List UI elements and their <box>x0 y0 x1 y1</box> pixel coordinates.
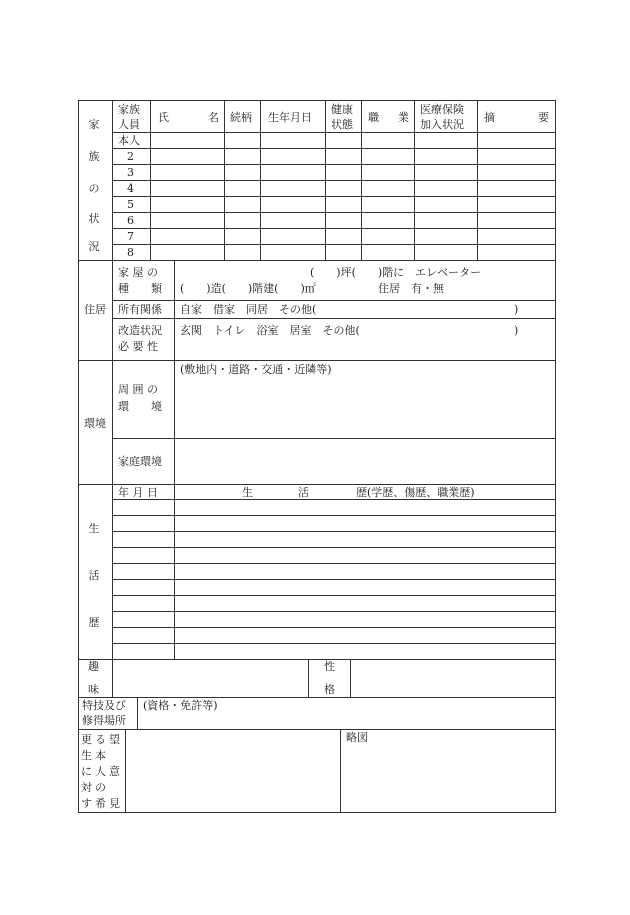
personality-label: 格 <box>324 683 335 696</box>
history-section-char: 活 <box>88 569 100 582</box>
section-divider <box>78 729 556 730</box>
family-section-char: 家 <box>88 118 100 131</box>
hobby-label: 趣 <box>88 660 99 673</box>
family-row-label: 6 <box>127 214 134 227</box>
history-life-header: 活 <box>298 486 309 499</box>
grid-line <box>174 484 175 659</box>
header-name: 名 <box>208 111 219 124</box>
grid-line <box>112 579 556 580</box>
grid-line <box>112 499 556 500</box>
grid-line <box>112 212 556 213</box>
grid-line <box>112 318 556 319</box>
grid-line <box>112 148 556 149</box>
renovation-label: 必 要 性 <box>118 340 158 353</box>
house-type-line: ( )造( )階建( )㎡ <box>180 282 316 295</box>
grid-line <box>112 260 113 360</box>
wishes-label: す希見 <box>81 797 123 810</box>
grid-line <box>340 729 341 813</box>
grid-line <box>174 360 175 484</box>
grid-line <box>112 595 556 596</box>
grid-line <box>112 484 113 659</box>
environment-section-label: 環境 <box>84 417 106 430</box>
skills-label: 特技及び <box>82 699 126 712</box>
grid-line <box>112 563 556 564</box>
section-divider <box>78 360 556 361</box>
sketch-label: 略図 <box>346 731 368 744</box>
history-life-header: 生 <box>242 486 253 499</box>
grid-line <box>112 360 113 484</box>
personality-label: 性 <box>324 660 335 673</box>
renovation-value: 玄関 トイレ 浴室 居室 その他( <box>180 324 360 337</box>
header-insurance: 医療保険 <box>420 103 464 116</box>
surroundings-note: (敷地内・道路・交通・近隣等) <box>180 363 332 376</box>
family-row-label: 3 <box>127 166 134 179</box>
family-row-label: 8 <box>127 246 134 259</box>
ownership-label: 所有関係 <box>118 303 162 316</box>
grid-line <box>112 132 556 133</box>
family-section-char: 族 <box>88 150 100 163</box>
house-type-line: ( )坪( )階に エレベーター <box>310 266 482 279</box>
section-divider <box>78 260 556 261</box>
section-divider <box>78 697 556 698</box>
header-members: 家族 <box>118 103 140 116</box>
housing-section-label: 住居 <box>84 303 106 316</box>
grid-line <box>112 300 556 301</box>
ownership-value: 自家 借家 同居 その他( <box>180 303 317 316</box>
wishes-label: 生本 <box>81 749 109 762</box>
header-job: 職 <box>368 111 379 124</box>
surroundings-label: 周 囲 の <box>118 383 158 396</box>
wishes-label: 対の <box>81 781 109 794</box>
grid-line <box>112 244 556 245</box>
family-row-label: 本人 <box>118 134 140 147</box>
section-divider <box>78 484 556 485</box>
grid-line <box>112 531 556 532</box>
grid-line <box>112 228 556 229</box>
renovation-close: ) <box>514 324 519 337</box>
grid-line <box>112 643 556 644</box>
skills-label: 修得場所 <box>82 714 126 727</box>
header-health: 健康 <box>331 103 353 116</box>
family-section-char: の <box>88 182 100 195</box>
grid-line <box>125 729 126 813</box>
header-birthdate: 生年月日 <box>268 111 312 124</box>
header-members: 人員 <box>118 118 140 131</box>
header-job: 業 <box>398 111 409 124</box>
house-type-label: 種 類 <box>118 282 162 295</box>
house-type-label: 家 屋 の <box>118 266 158 279</box>
header-remarks: 摘 <box>484 111 495 124</box>
grid-line <box>174 260 175 360</box>
family-section-char: 状 <box>88 212 100 225</box>
grid-line <box>112 627 556 628</box>
grid-line <box>112 196 556 197</box>
header-insurance: 加入状況 <box>420 118 464 131</box>
family-row-label: 4 <box>127 182 134 195</box>
grid-line <box>308 659 309 697</box>
skills-note: (資格・免許等) <box>143 699 218 712</box>
ownership-close: ) <box>514 303 519 316</box>
header-name: 氏 <box>158 111 169 124</box>
wishes-label: に人意 <box>81 765 123 778</box>
header-health: 状態 <box>331 118 353 131</box>
grid-line <box>112 515 556 516</box>
family-section-char: 況 <box>88 240 100 253</box>
grid-line <box>112 611 556 612</box>
grid-line <box>112 547 556 548</box>
history-life-header: 歴(学歴、傷歴、職業歴) <box>356 486 475 499</box>
grid-line <box>112 438 556 439</box>
header-remarks: 要 <box>538 111 549 124</box>
section-divider <box>78 659 556 660</box>
grid-line <box>112 659 113 697</box>
family-row-label: 2 <box>127 150 134 163</box>
grid-line <box>112 180 556 181</box>
family-row-label: 7 <box>127 230 134 243</box>
history-date-header: 年 月 日 <box>118 486 158 499</box>
hobby-label: 味 <box>88 683 99 696</box>
renovation-label: 改造状況 <box>118 324 162 337</box>
family-row-label: 5 <box>127 198 134 211</box>
grid-line <box>350 659 351 697</box>
wishes-label: 更る望 <box>81 733 123 746</box>
history-section-char: 歴 <box>88 616 100 629</box>
grid-line <box>137 697 138 729</box>
grid-line <box>112 164 556 165</box>
home-environment-label: 家庭環境 <box>118 455 162 468</box>
history-section-char: 生 <box>88 522 100 535</box>
surroundings-label: 環 境 <box>118 400 162 413</box>
house-type-line: 住居 有・無 <box>378 282 444 295</box>
header-relation: 続柄 <box>230 111 252 124</box>
